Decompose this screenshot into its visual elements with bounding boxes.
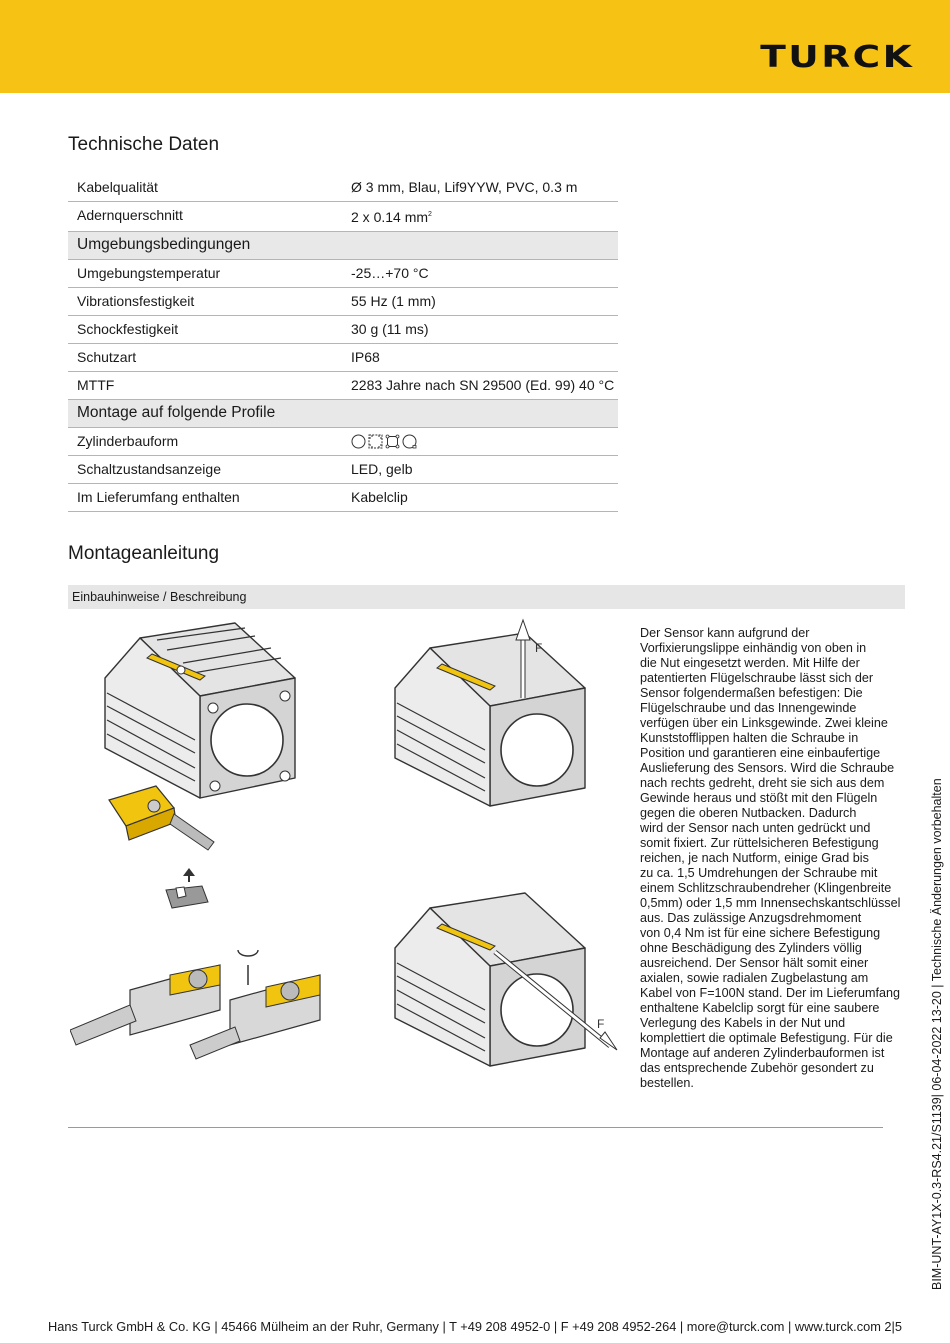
spec-label: Adernquerschnitt <box>68 202 342 232</box>
spec-row <box>68 202 618 232</box>
spec-label: Zylinderbauform <box>68 428 342 456</box>
spec-value-text: Ø 3 mm, Blau, Lif9YYW, PVC, 0.3 m <box>351 179 578 195</box>
spec-label: Umgebungstemperatur <box>68 260 342 288</box>
tie-rod-profile-icon <box>385 434 400 449</box>
spec-value-text: IP68 <box>351 349 380 365</box>
spec-value-superscript: 2 <box>428 211 432 218</box>
mounting-title: Montageanleitung <box>68 543 220 564</box>
spec-value-text: 2283 Jahre nach SN 29500 (Ed. 99) 40 °C <box>351 377 615 393</box>
spec-label: MTTF <box>68 372 342 400</box>
turck-logo: TURCK <box>759 40 914 75</box>
spec-value <box>342 174 618 202</box>
spec-value <box>342 428 618 456</box>
spec-row <box>68 174 618 202</box>
spec-row <box>68 260 618 288</box>
spec-group-label: Umgebungsbedingungen <box>68 232 618 260</box>
spec-value <box>342 202 618 232</box>
spec-value <box>342 456 618 484</box>
spec-value-text: 30 g (11 ms) <box>351 321 429 337</box>
side-note: BIM-UNT-AY1X-0.3-RS4.21/S1139| 06-04-2022 13-20 | Technische Änderungen vorbehalten <box>930 778 944 1290</box>
spec-row <box>68 344 618 372</box>
spec-value <box>342 372 618 400</box>
spec-row <box>68 288 618 316</box>
spec-value-text: -25…+70 °C <box>351 265 429 281</box>
spec-row <box>68 428 618 456</box>
spec-value-text: LED, gelb <box>351 461 413 477</box>
spec-row <box>68 316 618 344</box>
square-profile-icon <box>368 434 383 449</box>
spec-value-text: 55 Hz (1 mm) <box>351 293 436 309</box>
force-label-top: F <box>535 641 543 655</box>
spec-group-row <box>68 232 618 260</box>
spec-label: Im Lieferumfang enthalten <box>68 484 342 512</box>
spec-value <box>342 260 618 288</box>
spec-value-text: Kabelclip <box>351 489 408 505</box>
spec-value <box>342 288 618 316</box>
round-groove-profile-icon <box>402 434 417 449</box>
spec-label: Schockfestigkeit <box>68 316 342 344</box>
screw-tightening-figure <box>70 935 360 1070</box>
header-band <box>0 0 950 93</box>
round-profile-icon <box>351 434 366 449</box>
spec-group-label: Montage auf folgende Profile <box>68 400 618 428</box>
cylinder-axial-force-figure <box>385 618 590 808</box>
footer: Hans Turck GmbH & Co. KG | 45466 Mülheim an der Ruhr, Germany | T +49 208 4952-0 | F +49 208 4952-264 | more@turck.com | www.turck.com 2|5 <box>48 1319 902 1334</box>
tech-data-title: Technische Daten <box>68 134 220 155</box>
spec-group-row <box>68 400 618 428</box>
force-label-bottom: F <box>597 1017 605 1031</box>
section-divider <box>68 1127 883 1128</box>
spec-row <box>68 372 618 400</box>
spec-label: Schaltzustandsanzeige <box>68 456 342 484</box>
spec-label: Schutzart <box>68 344 342 372</box>
sensor-clip-exploded-figure <box>104 778 254 928</box>
mounting-description: Der Sensor kann aufgrund der Vorfixierungslippe einhändig von oben in die Nut eingesetzt werden. Mit Hilfe der patentierten Flügelschraube lässt sich der Sensor folgendermaßen befestigen: Die Flügelschraube und das Innengewinde verfügen über ein Linksgewinde. Zwei kleine Kunststofflippen halten die Schraube in Position und garantieren eine einbaufertige Auslieferung des Sensors. Wird die Schraube nach rechts gedreht, dreht sie sich aus dem Gewinde heraus und stößt mit den Flügeln gegen die oberen Nutbacken. Dadurch wird der Sensor nach unten gedrückt und somit fixiert. Zur rüttelsicheren Befestigung reichen, je nach Nutform, einige Grad bis zu ca. 1,5 Umdrehungen der Schraube mit einem Schlitzschraubendreher (Klingenbreite 0,5mm) oder 1,5 mm Innensechskantschlüssel aus. Das zulässige Anzugsdrehmoment von 0,4 Nm ist für eine sichere Befestigung ohne Beschädigung des Zylinders völlig ausreichend. Der Sensor hält somit einer axialen, sowie radialen Zugbelastung am Kabel von F=100N stand. Der im Lieferumfang enthaltene Kabelclip sorgt für eine saubere Verlegung des Kabels in der Nut und komplettiert die optimale Befestigung. Für die Montage auf anderen Zylinderbauformen ist das entsprechende Zubehör gesondert zu bestellen. <box>640 626 901 1090</box>
spec-value <box>342 344 618 372</box>
tech-data-table <box>68 174 618 512</box>
spec-row <box>68 484 618 512</box>
spec-value <box>342 484 618 512</box>
spec-label: Kabelqualität <box>68 174 342 202</box>
spec-row <box>68 456 618 484</box>
cylinder-radial-force-figure <box>385 878 620 1103</box>
spec-label: Vibrationsfestigkeit <box>68 288 342 316</box>
spec-value-text: 2 x 0.14 mm <box>351 209 429 225</box>
spec-value <box>342 316 618 344</box>
mounting-subheader: Einbauhinweise / Beschreibung <box>68 585 905 609</box>
